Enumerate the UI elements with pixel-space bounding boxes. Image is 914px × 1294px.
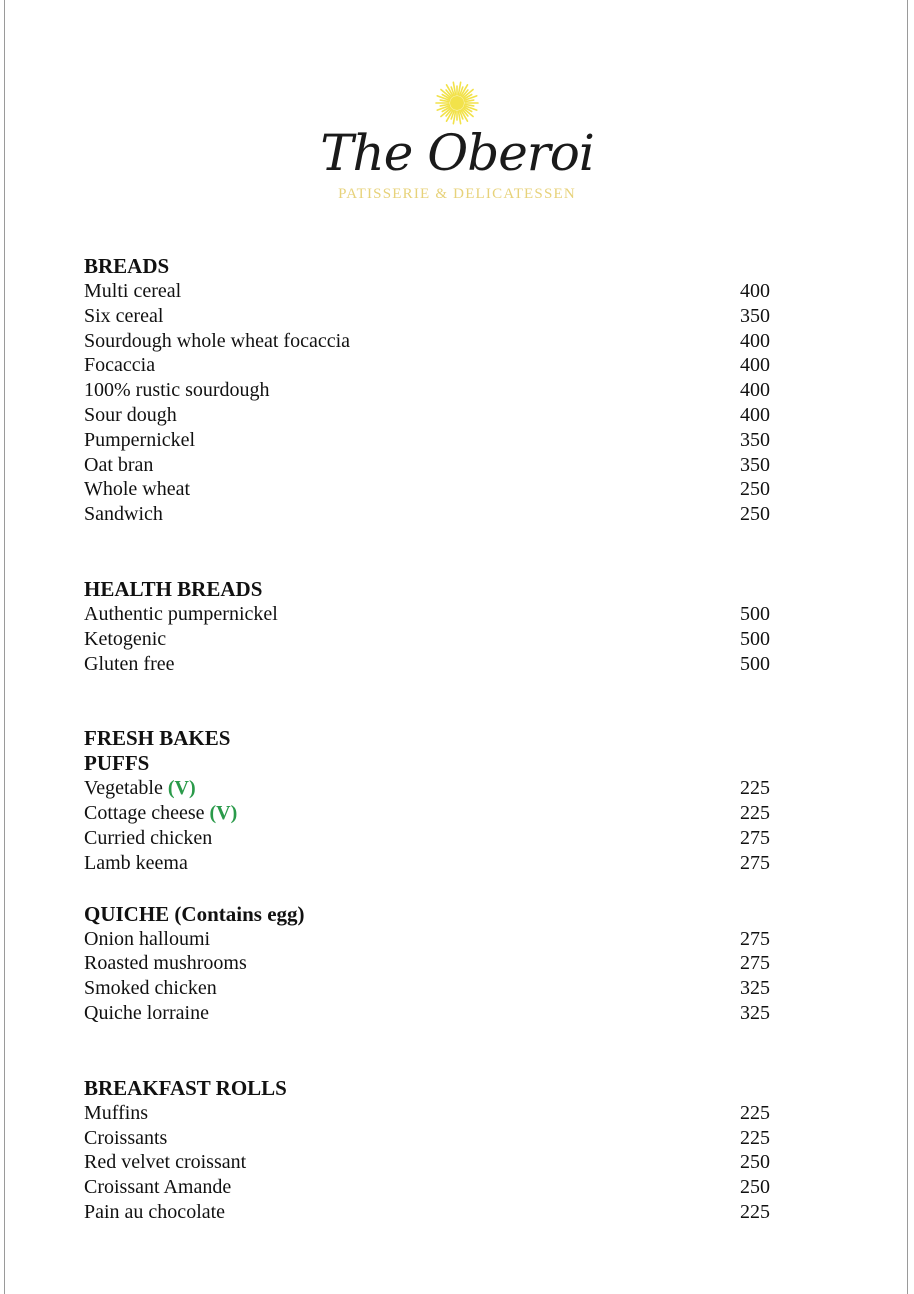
logo: [0, 80, 914, 203]
menu-item-name: [84, 502, 163, 527]
vegetarian-badge: (V): [167, 777, 196, 800]
menu-item: [84, 801, 770, 826]
menu-item-name: [84, 353, 155, 378]
menu-item-label: Ketogenic: [84, 627, 167, 650]
menu-item: [84, 976, 770, 1001]
menu-item-price: 350: [740, 453, 770, 476]
menu-item: [84, 627, 770, 652]
menu-item-price: 250: [740, 478, 770, 501]
menu-item: [84, 304, 770, 329]
menu-item-price: 350: [740, 428, 770, 451]
menu-item-price: 250: [740, 1176, 770, 1199]
section-heading: QUICHE (Contains egg): [84, 901, 305, 926]
menu-item-name: [84, 403, 177, 428]
menu-item: [84, 851, 770, 876]
menu-item-label: Oat bran: [84, 453, 154, 476]
menu-item-label: Smoked chicken: [84, 977, 217, 1000]
menu-item-price: 325: [740, 1001, 770, 1024]
menu-item-price: 500: [740, 602, 770, 625]
section-breads: [84, 254, 770, 527]
section-heading: FRESH BAKES: [84, 726, 231, 751]
menu-item-price: 400: [740, 403, 770, 426]
menu-item-name: [84, 851, 188, 876]
menu-item-label: Sourdough whole wheat focaccia: [84, 329, 351, 352]
menu-item: [84, 378, 770, 403]
menu-item-label: Roasted mushrooms: [84, 952, 247, 975]
menu-item-price: 225: [740, 802, 770, 825]
menu-item: [84, 1001, 770, 1026]
menu-item: [84, 951, 770, 976]
menu-item-name: [84, 279, 181, 304]
menu-item-label: Onion halloumi: [84, 927, 211, 950]
menu-item-name: [84, 776, 196, 801]
menu-item-name: [84, 627, 166, 652]
section-heading: HEALTH BREADS: [84, 576, 263, 601]
menu-item-name: [84, 602, 278, 627]
menu-item-name: [84, 1126, 167, 1151]
menu-item: [84, 652, 770, 677]
menu-item-name: [84, 1001, 209, 1026]
menu-item: [84, 776, 770, 801]
menu-item: [84, 453, 770, 478]
sunburst-icon: [434, 80, 480, 126]
menu-item: [84, 477, 770, 502]
menu-item-label: Croissants: [84, 1126, 168, 1149]
section-fresh-bakes: [84, 726, 770, 875]
menu-item-label: Pumpernickel: [84, 428, 196, 451]
menu-item: [84, 1101, 770, 1126]
menu-item-name: [84, 453, 153, 478]
menu-item-price: 225: [740, 777, 770, 800]
menu-item-label: Vegetable: [84, 777, 163, 800]
menu-item-label: Six cereal: [84, 304, 164, 327]
menu-item: [84, 826, 770, 851]
menu-item: [84, 502, 770, 527]
section-breakfast-rolls: [84, 1076, 770, 1225]
menu-item-name: [84, 652, 175, 677]
menu-item-label: Focaccia: [84, 354, 156, 377]
menu-item: [84, 428, 770, 453]
menu-item-price: 275: [740, 952, 770, 975]
section-heading: BREAKFAST ROLLS: [84, 1075, 287, 1100]
menu-item-name: [84, 1175, 231, 1200]
menu-item-price: 400: [740, 354, 770, 377]
menu-item-name: [84, 1101, 148, 1126]
menu-item-label: Sour dough: [84, 403, 177, 426]
menu-item-name: [84, 826, 212, 851]
brand-tagline: PATISSERIE & DELICATESSEN: [338, 186, 576, 202]
menu-item: [84, 602, 770, 627]
menu-item-price: 275: [740, 927, 770, 950]
menu-item-label: Curried chicken: [84, 826, 213, 849]
menu-item-label: Quiche lorraine: [84, 1001, 209, 1024]
menu-item-name: [84, 304, 163, 329]
menu-item-label: Authentic pumpernickel: [84, 602, 278, 625]
menu-item: [84, 353, 770, 378]
menu-item-label: Multi cereal: [84, 280, 182, 302]
menu-item-price: 400: [740, 280, 770, 302]
menu-item-price: 225: [740, 1101, 770, 1124]
menu-item: [84, 1150, 770, 1175]
menu-item: [84, 329, 770, 354]
menu-item-label: Muffins: [84, 1101, 149, 1124]
menu-item-price: 250: [740, 503, 770, 526]
menu-item-label: Pain au chocolate: [84, 1200, 226, 1223]
brand-name: The Oberoi: [320, 124, 594, 182]
menu-item: [84, 1200, 770, 1225]
menu-item-price: 500: [740, 652, 770, 675]
menu-item: [84, 403, 770, 428]
menu-item-name: [84, 378, 270, 403]
menu-item-price: 275: [740, 826, 770, 849]
menu-item-name: [84, 428, 195, 453]
menu-item-name: [84, 976, 217, 1001]
menu-item-price: 500: [740, 627, 770, 650]
section-heading: BREADS: [84, 254, 170, 278]
menu-item-price: 400: [740, 329, 770, 352]
menu-item-price: 350: [740, 304, 770, 327]
menu-item: [84, 1126, 770, 1151]
menu-item: [84, 1175, 770, 1200]
menu-item-name: [84, 951, 247, 976]
menu-item-label: Red velvet croissant: [84, 1151, 247, 1174]
menu-item-label: Whole wheat: [84, 478, 191, 501]
vegetarian-badge: (V): [209, 802, 238, 825]
menu-item-name: [84, 329, 350, 354]
menu-item-price: 400: [740, 379, 770, 402]
subsection-heading: PUFFS: [84, 751, 150, 776]
menu-item-name: [84, 477, 190, 502]
menu-item-label: Cottage cheese: [84, 802, 205, 825]
menu-item-price: 275: [740, 851, 770, 874]
section-health-breads: [84, 577, 770, 676]
menu-item-price: 325: [740, 977, 770, 1000]
menu-item-name: [84, 801, 237, 826]
menu-item: [84, 279, 770, 304]
menu-item-label: Sandwich: [84, 503, 163, 526]
menu-item-label: Lamb keema: [84, 851, 188, 874]
section-quiche: [84, 902, 770, 1026]
menu-item-label: Gluten free: [84, 652, 175, 675]
menu-item-label: 100% rustic sourdough: [84, 379, 270, 402]
menu-item-price: 225: [740, 1200, 770, 1223]
menu-item: [84, 927, 770, 952]
menu: [84, 254, 770, 1225]
menu-item-price: 250: [740, 1151, 770, 1174]
menu-item-name: [84, 1150, 246, 1175]
menu-item-label: Croissant Amande: [84, 1176, 232, 1199]
menu-item-price: 225: [740, 1126, 770, 1149]
menu-item-name: [84, 1200, 225, 1225]
menu-item-name: [84, 927, 210, 952]
